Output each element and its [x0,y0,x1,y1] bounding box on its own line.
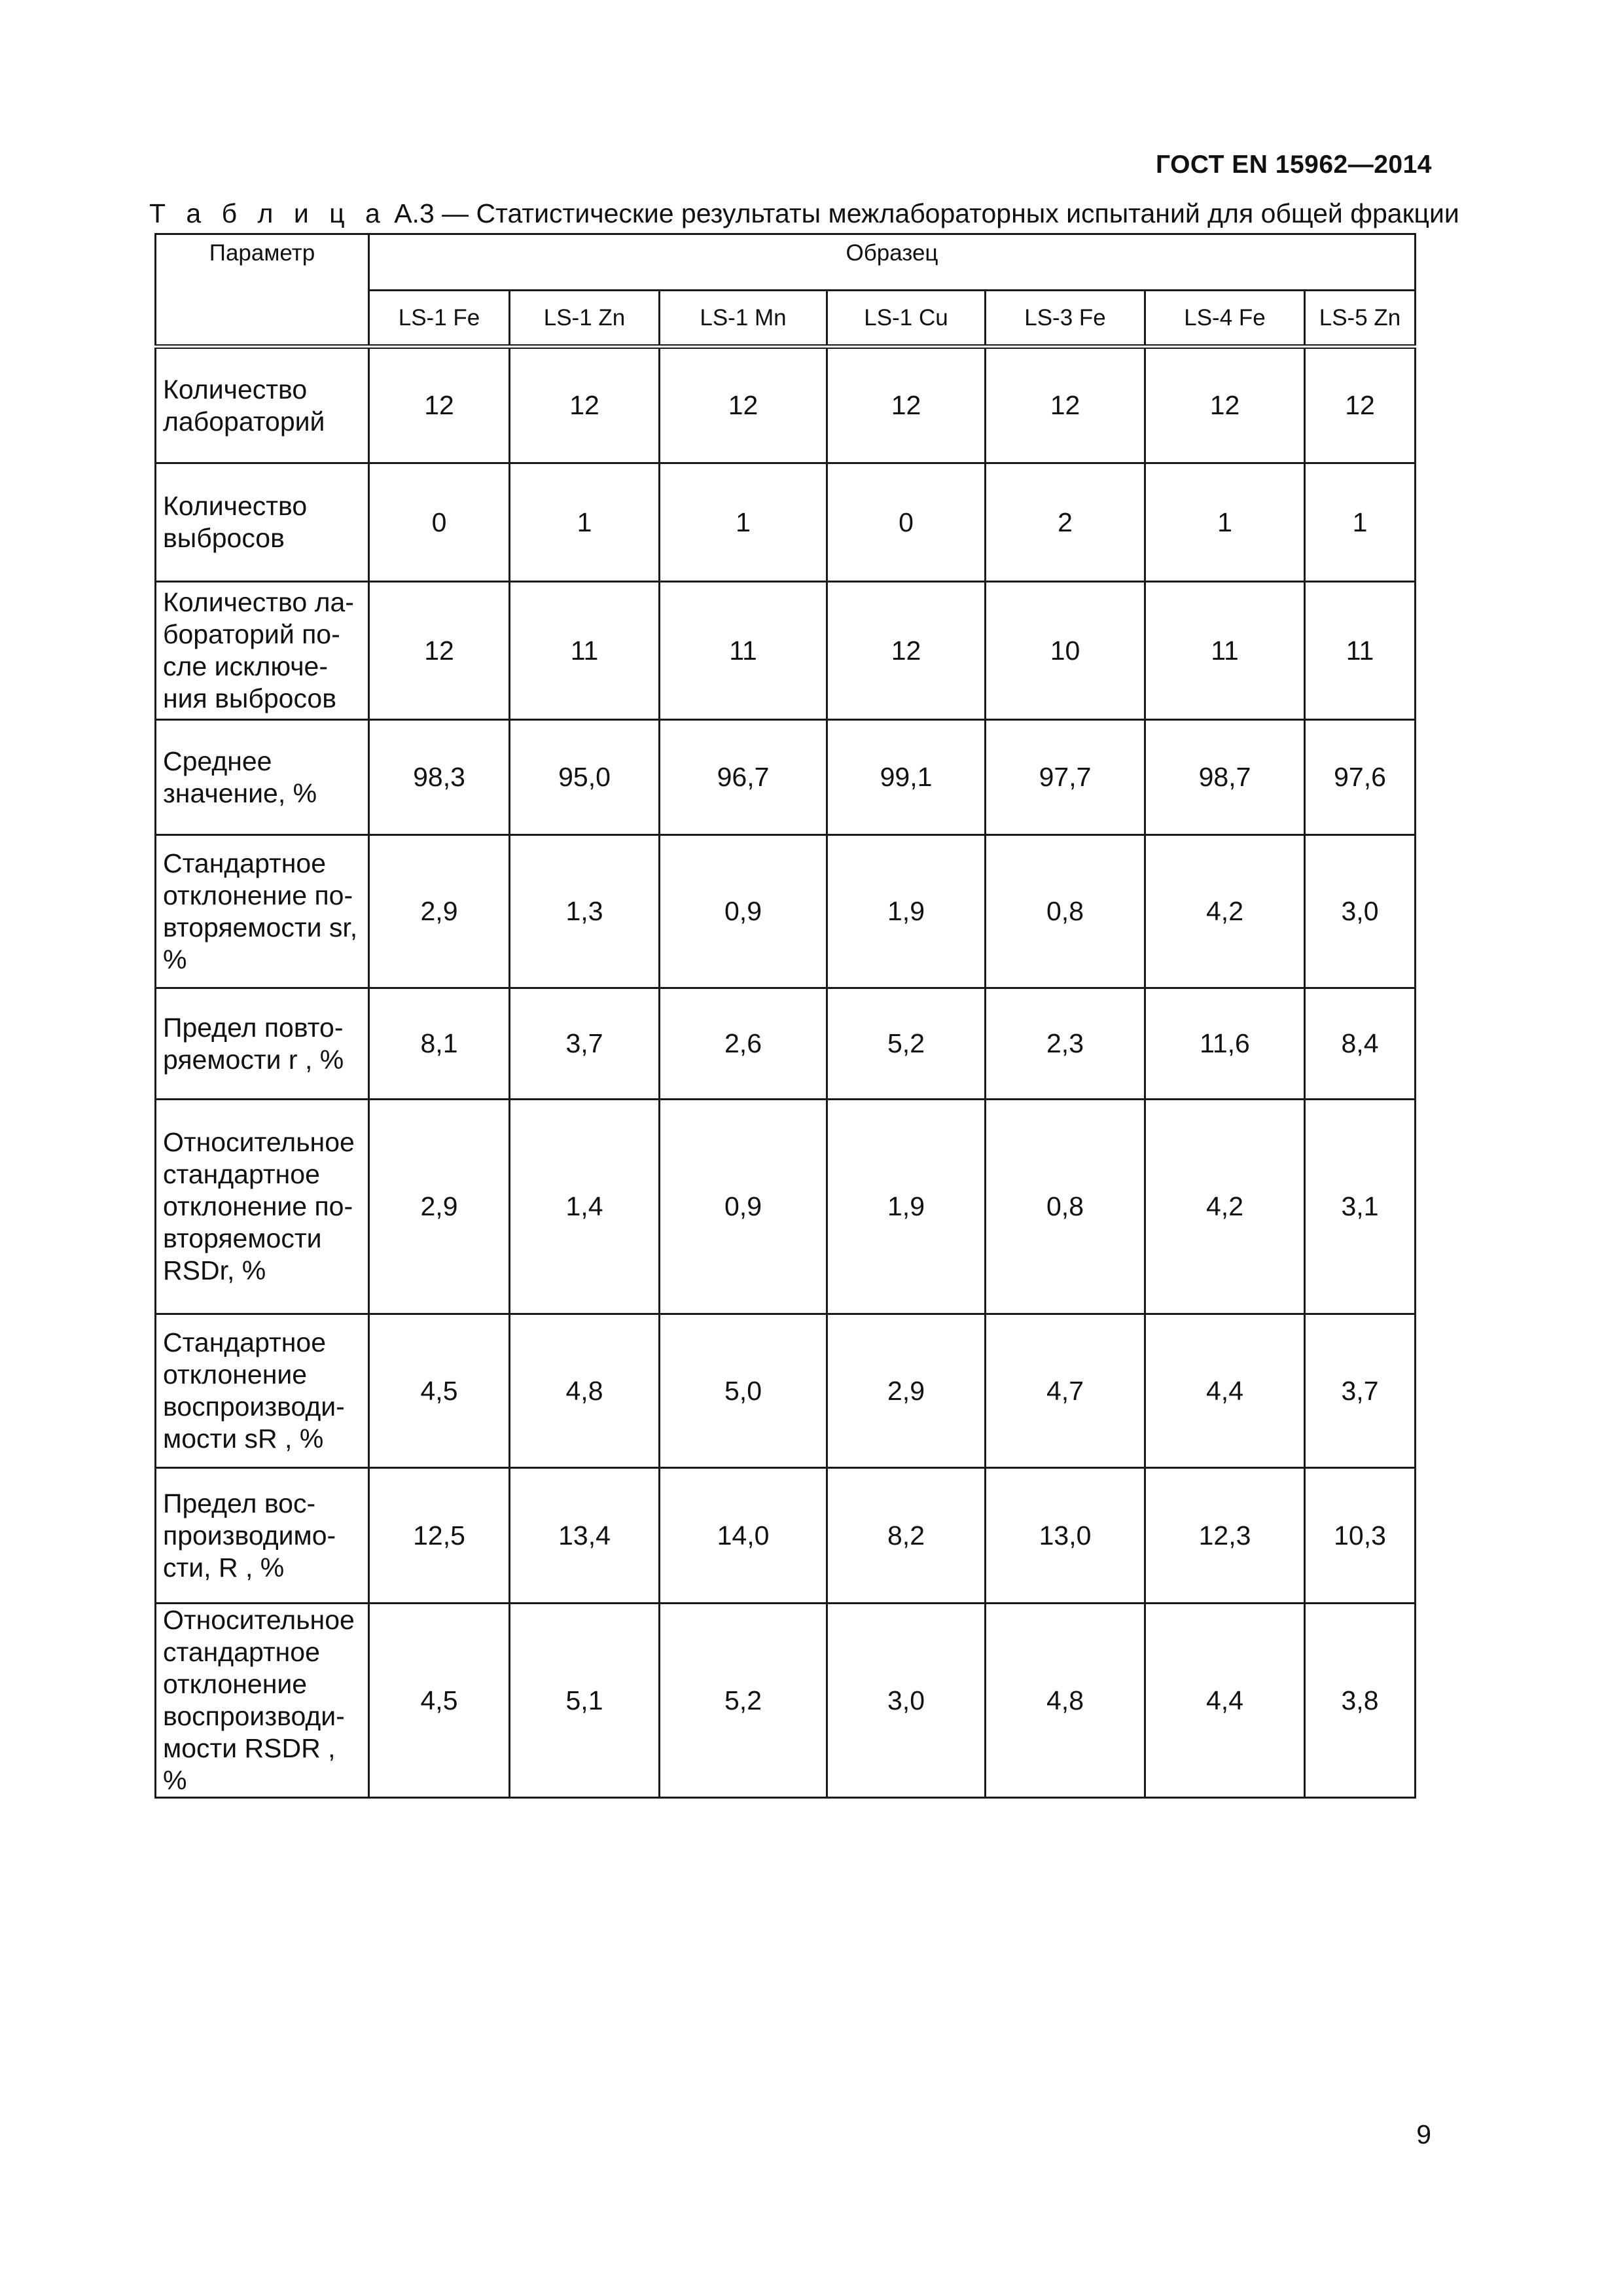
table-row [156,988,1416,1100]
parameter-line: мости RSDR , % [163,1733,336,1795]
value-cell: 1,9 [827,835,986,988]
parameter-line: сти, R , % [163,1552,285,1583]
value-cell: 12 [1145,347,1305,463]
table-row [156,720,1416,835]
value-cell: 11 [1145,582,1305,720]
parameter-name [156,582,369,720]
caption-number: А.3 [394,198,435,228]
sample-column-header: LS-1 Fe [369,291,510,347]
caption-text: — Статистические результаты межлабораторных испытаний для общей фракции [442,198,1459,228]
parameter-name [156,1100,369,1314]
parameter-line: Количество [163,491,308,521]
value-cell: 10,3 [1305,1468,1416,1604]
parameter-line: Предел вос- [163,1488,316,1518]
value-cell: 3,0 [1305,835,1416,988]
parameter-line: отклонение [163,1359,308,1390]
param-column-header: Параметр [156,234,369,347]
value-cell: 1 [660,463,827,582]
table-row [156,1604,1416,1798]
parameter-name [156,463,369,582]
parameter-line: производимо- [163,1520,336,1551]
parameter-name [156,988,369,1100]
value-cell: 3,8 [1305,1604,1416,1798]
value-cell: 1,3 [510,835,660,988]
value-cell: 12 [510,347,660,463]
value-cell: 1,4 [510,1100,660,1314]
value-cell: 0,9 [660,835,827,988]
value-cell: 12 [369,347,510,463]
value-cell: 2,6 [660,988,827,1100]
value-cell: 0,8 [986,1100,1145,1314]
table-row [156,347,1416,463]
value-cell: 4,4 [1145,1314,1305,1468]
parameter-line: отклонение [163,1669,308,1699]
parameter-name [156,347,369,463]
standard-designation: ГОСТ EN 15962—2014 [1155,151,1432,179]
parameter-line: ряемости r , % [163,1044,344,1075]
value-cell: 1,9 [827,1100,986,1314]
value-cell: 2,9 [827,1314,986,1468]
caption-label: Т а б л и ц а [149,198,387,228]
value-cell: 0,9 [660,1100,827,1314]
parameter-line: стандартное [163,1637,320,1667]
value-cell: 97,7 [986,720,1145,835]
value-cell: 8,1 [369,988,510,1100]
value-cell: 1 [1305,463,1416,582]
parameter-line: значение, % [163,778,317,808]
table-caption [149,198,1459,229]
parameter-line: отклонение по- [163,880,353,910]
value-cell: 11 [510,582,660,720]
value-cell: 0 [827,463,986,582]
parameter-line: % [163,944,187,975]
parameter-name [156,1468,369,1604]
value-cell: 12 [827,347,986,463]
value-cell: 0 [369,463,510,582]
value-cell: 10 [986,582,1145,720]
value-cell: 3,1 [1305,1100,1416,1314]
value-cell: 12 [1305,347,1416,463]
value-cell: 3,7 [510,988,660,1100]
parameter-line: воспроизводи- [163,1391,345,1422]
parameter-line: Стандартное [163,1327,327,1357]
table-row [156,1100,1416,1314]
parameter-line: Среднее [163,745,272,776]
sample-column-header: LS-4 Fe [1145,291,1305,347]
parameter-line: ния выбросов [163,683,337,713]
value-cell: 2,9 [369,835,510,988]
value-cell: 3,0 [827,1604,986,1798]
sample-group-header: Образец [369,234,1416,291]
parameter-line: RSDr, % [163,1255,266,1285]
page-number: 9 [1416,2119,1431,2149]
parameter-line: Предел повто- [163,1012,344,1043]
value-cell: 4,2 [1145,835,1305,988]
parameter-line: Количество ла- [163,587,354,617]
value-cell: 11 [1305,582,1416,720]
parameter-line: отклонение по- [163,1191,353,1221]
value-cell: 2,9 [369,1100,510,1314]
value-cell: 4,8 [986,1604,1145,1798]
parameter-line: Количество [163,374,308,404]
parameter-line: выбросов [163,523,285,553]
parameter-line: вторяемости [163,1223,322,1253]
value-cell: 0,8 [986,835,1145,988]
parameter-name [156,1604,369,1798]
parameter-line: сле исключе- [163,651,329,681]
value-cell: 1 [1145,463,1305,582]
parameter-line: Относительное [163,1127,355,1157]
value-cell: 98,7 [1145,720,1305,835]
value-cell: 12,3 [1145,1468,1305,1604]
value-cell: 13,0 [986,1468,1145,1604]
value-cell: 5,2 [660,1604,827,1798]
value-cell: 3,7 [1305,1314,1416,1468]
table-row [156,582,1416,720]
table-row [156,1314,1416,1468]
value-cell: 4,8 [510,1314,660,1468]
value-cell: 4,5 [369,1314,510,1468]
parameter-name [156,835,369,988]
value-cell: 4,4 [1145,1604,1305,1798]
value-cell: 14,0 [660,1468,827,1604]
value-cell: 97,6 [1305,720,1416,835]
value-cell: 5,1 [510,1604,660,1798]
parameter-line: Относительное [163,1605,355,1635]
parameter-name [156,1314,369,1468]
value-cell: 95,0 [510,720,660,835]
parameter-line: вторяемости sr, [163,912,358,942]
sample-column-header: LS-5 Zn [1305,291,1416,347]
value-cell: 11,6 [1145,988,1305,1100]
value-cell: 12 [827,582,986,720]
value-cell: 1 [510,463,660,582]
parameter-line: воспроизводи- [163,1701,345,1731]
parameter-line: мости sR , % [163,1424,324,1454]
sample-column-header: LS-1 Mn [660,291,827,347]
value-cell: 8,2 [827,1468,986,1604]
parameter-line: стандартное [163,1159,320,1189]
parameter-line: бораторий по- [163,619,340,649]
value-cell: 4,2 [1145,1100,1305,1314]
parameter-line: лабораторий [163,406,325,437]
sample-column-header: LS-1 Zn [510,291,660,347]
parameter-name [156,720,369,835]
value-cell: 2 [986,463,1145,582]
value-cell: 12 [986,347,1145,463]
parameter-line: Стандартное [163,848,327,878]
value-cell: 96,7 [660,720,827,835]
value-cell: 12 [369,582,510,720]
table-row [156,835,1416,988]
table-row [156,463,1416,582]
sample-column-header: LS-3 Fe [986,291,1145,347]
value-cell: 13,4 [510,1468,660,1604]
value-cell: 2,3 [986,988,1145,1100]
value-cell: 12 [660,347,827,463]
value-cell: 98,3 [369,720,510,835]
value-cell: 5,0 [660,1314,827,1468]
interlab-results-table [154,233,1416,1799]
value-cell: 5,2 [827,988,986,1100]
value-cell: 11 [660,582,827,720]
table-row [156,1468,1416,1604]
value-cell: 4,5 [369,1604,510,1798]
value-cell: 4,7 [986,1314,1145,1468]
value-cell: 8,4 [1305,988,1416,1100]
value-cell: 12,5 [369,1468,510,1604]
value-cell: 99,1 [827,720,986,835]
sample-column-header: LS-1 Cu [827,291,986,347]
